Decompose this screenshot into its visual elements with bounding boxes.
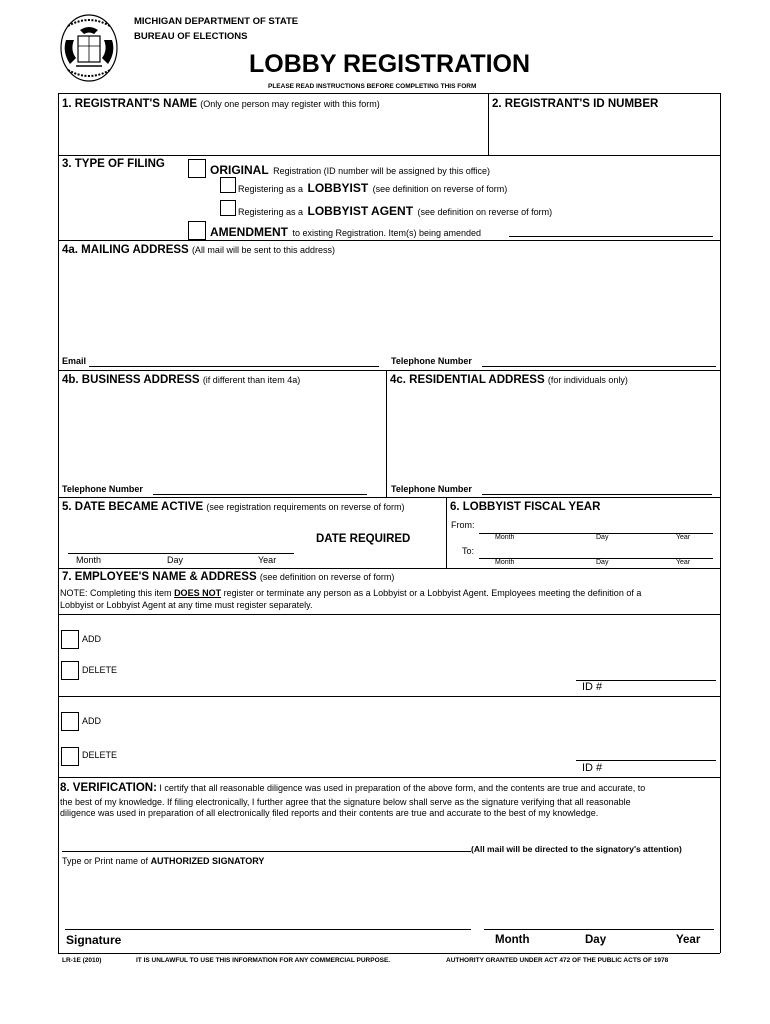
lobbyist-agent-checkbox[interactable] bbox=[220, 200, 236, 216]
mailing-phone-underline bbox=[482, 366, 716, 367]
instructions-note: PLEASE READ INSTRUCTIONS BEFORE COMPLETING THIS FORM bbox=[268, 83, 477, 90]
business-address-input[interactable] bbox=[64, 392, 382, 478]
form-title: LOBBY REGISTRATION bbox=[249, 50, 531, 78]
employee-1-add-checkbox[interactable] bbox=[61, 630, 79, 649]
registrant-name-input[interactable] bbox=[64, 118, 484, 148]
department-name: MICHIGAN DEPARTMENT OF STATE bbox=[134, 16, 299, 27]
signature-year-label: Year bbox=[676, 934, 701, 946]
registrant-name-label bbox=[62, 98, 380, 110]
employee-1-add-label: ADD bbox=[82, 634, 102, 644]
original-note: Registration (ID number will be assigned by this office) bbox=[273, 166, 491, 176]
employee-1-id-input[interactable] bbox=[577, 668, 715, 680]
residential-phone-label: Telephone Number bbox=[391, 484, 472, 494]
employee-def-note: (see definition on reverse of form) bbox=[259, 572, 395, 582]
form-left-border bbox=[58, 93, 59, 953]
employee-note-b: register or terminate any person as a Lobbyist or a Lobbyist Agent. Employees meeting the definition of a bbox=[223, 588, 642, 598]
bureau-name: BUREAU OF ELECTIONS bbox=[134, 31, 248, 42]
date-active-label bbox=[62, 501, 405, 513]
fiscal-to-day-label: Day bbox=[596, 559, 609, 566]
divider-row-1 bbox=[58, 155, 720, 156]
divider-5-6 bbox=[446, 497, 447, 568]
type-print-row bbox=[62, 856, 264, 866]
employee-note-line-1 bbox=[60, 588, 641, 598]
employee-note-a: NOTE: Completing this item bbox=[60, 588, 172, 598]
business-phone-input[interactable] bbox=[154, 482, 366, 494]
employee-note-line-2: Lobbyist or Lobbyist Agent at any time must register separately. bbox=[60, 600, 313, 610]
registering-as-a-text: Registering as a bbox=[238, 207, 304, 217]
lobbyist-checkbox[interactable] bbox=[220, 177, 236, 193]
employee-1-delete-checkbox[interactable] bbox=[61, 661, 79, 680]
lobbyist-agent-row bbox=[238, 202, 552, 220]
fiscal-to-year-label: Year bbox=[676, 559, 691, 566]
fiscal-year-label: 6. LOBBYIST FISCAL YEAR bbox=[450, 501, 601, 513]
employee-label bbox=[62, 571, 394, 583]
business-phone-underline bbox=[153, 494, 367, 495]
divider-4b-4c bbox=[386, 370, 387, 497]
employee-2-add-label: ADD bbox=[82, 716, 102, 726]
mailing-phone-input[interactable] bbox=[483, 354, 715, 366]
employee-2-delete-checkbox[interactable] bbox=[61, 747, 79, 766]
signature-date-underline bbox=[484, 929, 714, 930]
type-print-text: Type or Print name of bbox=[62, 856, 149, 866]
amended-items-underline bbox=[509, 236, 713, 237]
mailing-address-note: (All mail will be sent to this address) bbox=[191, 245, 335, 255]
date-active-label-text: 5. DATE BECAME ACTIVE bbox=[62, 501, 204, 513]
employee-1-id-label: ID # bbox=[582, 681, 603, 693]
amendment-checkbox[interactable] bbox=[188, 221, 206, 240]
business-phone-label: Telephone Number bbox=[62, 484, 143, 494]
residential-address-input[interactable] bbox=[392, 392, 714, 478]
date-active-month-label: Month bbox=[76, 555, 102, 565]
signatory-attention-note: (All mail will be directed to the signatory's attention) bbox=[471, 844, 682, 854]
signature-underline bbox=[65, 929, 471, 930]
mailing-address-label-text: 4a. MAILING ADDRESS bbox=[62, 244, 189, 256]
residential-phone-underline bbox=[482, 494, 712, 495]
original-row bbox=[210, 161, 490, 179]
mailing-phone-label: Telephone Number bbox=[391, 356, 472, 366]
registrant-id-input[interactable] bbox=[494, 118, 716, 148]
verification-line-3: diligence was used in preparation of all electronically filed reports and their contents are true and accurate to the best of my knowledge. bbox=[60, 808, 599, 818]
fiscal-from-day-label: Day bbox=[596, 534, 609, 541]
amendment-label: AMENDMENT bbox=[210, 225, 288, 239]
employee-note-does-not: DOES NOT bbox=[174, 588, 222, 598]
business-address-note: (if different than item 4a) bbox=[202, 375, 301, 385]
fiscal-to-month-label: Month bbox=[495, 559, 515, 566]
signatory-name-underline bbox=[62, 851, 471, 852]
lobbyist-agent-note: (see definition on reverse of form) bbox=[417, 207, 553, 217]
verification-text-1: I certify that all reasonable diligence was used in preparation of the above form, and the contents are true and accurate, to bbox=[159, 783, 646, 793]
residential-phone-input[interactable] bbox=[483, 482, 711, 494]
registering-as-a-text: Registering as a bbox=[238, 184, 304, 194]
original-checkbox[interactable] bbox=[188, 159, 206, 178]
form-right-border bbox=[720, 93, 721, 953]
amendment-note: to existing Registration. Item(s) being amended bbox=[292, 228, 482, 238]
registrant-name-label-text: 1. REGISTRANT'S NAME bbox=[62, 98, 197, 110]
authorized-signatory-name-input[interactable] bbox=[63, 838, 469, 850]
date-active-day-label: Day bbox=[167, 555, 184, 565]
amended-items-input[interactable] bbox=[510, 224, 712, 236]
original-label: ORIGINAL bbox=[210, 163, 269, 177]
date-active-input[interactable] bbox=[68, 540, 294, 552]
email-label: Email bbox=[62, 356, 87, 366]
date-active-year-label: Year bbox=[258, 555, 277, 565]
fiscal-to-label: To: bbox=[462, 546, 475, 556]
lobbyist-note: (see definition on reverse of form) bbox=[372, 184, 508, 194]
email-input[interactable] bbox=[90, 354, 378, 366]
form-top-border bbox=[58, 93, 720, 94]
fiscal-to-input[interactable] bbox=[480, 546, 712, 557]
signature-month-label: Month bbox=[495, 934, 530, 946]
lobbyist-label: LOBBYIST bbox=[307, 181, 369, 195]
verification-label: 8. VERIFICATION: bbox=[60, 782, 157, 794]
form-bottom-border bbox=[58, 953, 720, 954]
date-active-note: (see registration requirements on reverse of form) bbox=[206, 502, 405, 512]
divider-1-2 bbox=[488, 93, 489, 155]
verification-line-2: the best of my knowledge. If filing electronically, I further agree that the signature below shall serve as the signature verifying that all reasonable bbox=[60, 797, 631, 807]
divider-row-3 bbox=[58, 240, 720, 241]
divider-employee-1 bbox=[58, 696, 720, 697]
business-address-label bbox=[62, 374, 300, 386]
residential-address-label-text: 4c. RESIDENTIAL ADDRESS bbox=[390, 374, 545, 386]
type-of-filing-label: 3. TYPE OF FILING bbox=[62, 158, 165, 170]
verification-line-1 bbox=[60, 782, 645, 794]
unlawful-notice: IT IS UNLAWFUL TO USE THIS INFORMATION FOR ANY COMMERCIAL PURPOSE. bbox=[136, 957, 391, 964]
fiscal-from-year-label: Year bbox=[676, 534, 691, 541]
divider-7-note bbox=[58, 614, 720, 615]
date-active-underline bbox=[68, 553, 294, 554]
lobbyist-row bbox=[238, 179, 507, 197]
mailing-address-input[interactable] bbox=[64, 262, 714, 350]
authorized-signatory-label: AUTHORIZED SIGNATORY bbox=[150, 856, 265, 866]
fiscal-from-label: From: bbox=[451, 520, 475, 530]
employee-2-id-input[interactable] bbox=[577, 748, 715, 760]
employee-2-id-label: ID # bbox=[582, 762, 603, 774]
employee-2-delete-label: DELETE bbox=[82, 750, 118, 760]
employee-label-text: 7. EMPLOYEE'S NAME & ADDRESS bbox=[62, 571, 257, 583]
mailing-address-label bbox=[62, 244, 335, 256]
employee-1-delete-label: DELETE bbox=[82, 665, 118, 675]
registrant-id-label: 2. REGISTRANT'S ID NUMBER bbox=[492, 98, 659, 110]
signature-label: Signature bbox=[66, 933, 122, 947]
employee-2-id-underline bbox=[576, 760, 716, 761]
divider-row-4a bbox=[58, 370, 720, 371]
signature-day-label: Day bbox=[585, 934, 607, 946]
email-underline bbox=[89, 366, 379, 367]
divider-row-4b bbox=[58, 497, 720, 498]
fiscal-from-month-label: Month bbox=[495, 534, 515, 541]
form-number: LR-1E (2010) bbox=[62, 957, 102, 964]
employee-2-name-address-input[interactable] bbox=[110, 704, 560, 770]
divider-row-5 bbox=[58, 568, 720, 569]
divider-employee-2 bbox=[58, 777, 720, 778]
signature-input[interactable] bbox=[66, 916, 470, 928]
business-address-label-text: 4b. BUSINESS ADDRESS bbox=[62, 374, 200, 386]
authority-notice: AUTHORITY GRANTED UNDER ACT 472 OF THE PUBLIC ACTS OF 1978 bbox=[446, 957, 669, 964]
residential-address-note: (for individuals only) bbox=[547, 375, 628, 385]
fiscal-from-input[interactable] bbox=[480, 521, 712, 532]
lobbyist-agent-label: LOBBYIST AGENT bbox=[307, 204, 414, 218]
employee-1-name-address-input[interactable] bbox=[110, 622, 560, 688]
employee-2-add-checkbox[interactable] bbox=[61, 712, 79, 731]
signature-date-input[interactable] bbox=[485, 916, 713, 928]
date-required-label: DATE REQUIRED bbox=[316, 533, 411, 545]
registrant-name-note: (Only one person may register with this form) bbox=[200, 99, 380, 109]
state-seal-icon bbox=[58, 12, 120, 84]
residential-address-label bbox=[390, 374, 628, 386]
amendment-row bbox=[210, 223, 481, 241]
